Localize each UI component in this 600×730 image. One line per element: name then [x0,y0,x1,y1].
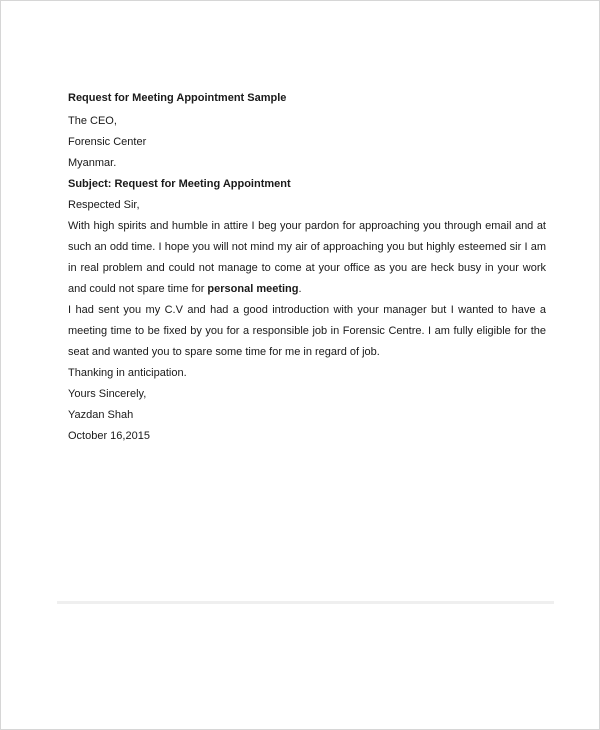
recipient-line-1: The CEO, [68,115,117,127]
letter-body [68,90,546,447]
sign-off: Yours Sincerely, [68,388,147,400]
recipient-line-2: Forensic Center [68,136,147,148]
subject-line: Subject: Request for Meeting Appointment [68,178,291,190]
paragraph-1-text: With high spirits and humble in attire I beg your pardon for approaching you through email and at such an odd time. I hope you will not mind my air of approaching you but highly esteemed sir I am in real problem and could not manage to come at your office as you are heck busy in your work and could not spare time for [68,220,546,295]
document-title: Request for Meeting Appointment Sample [68,92,287,104]
recipient-line-3: Myanmar. [68,157,117,169]
closing-line: Thanking in anticipation. [68,367,187,379]
footer-divider [57,601,554,604]
salutation: Respected Sir, [68,199,140,211]
paragraph-1 [68,216,546,300]
sender-name: Yazdan Shah [68,409,134,421]
paragraph-2: I had sent you my C.V and had a good introduction with your manager but I wanted to have a meeting time to be fixed by you for a responsible job in Forensic Centre. I am fully eligible for the seat and wanted you to spare some time for me in regard of job. [68,304,546,358]
paragraph-1-end: . [298,283,302,295]
letter-date: October 16,2015 [68,430,150,442]
paragraph-1-emphasis: personal meeting [207,283,299,295]
